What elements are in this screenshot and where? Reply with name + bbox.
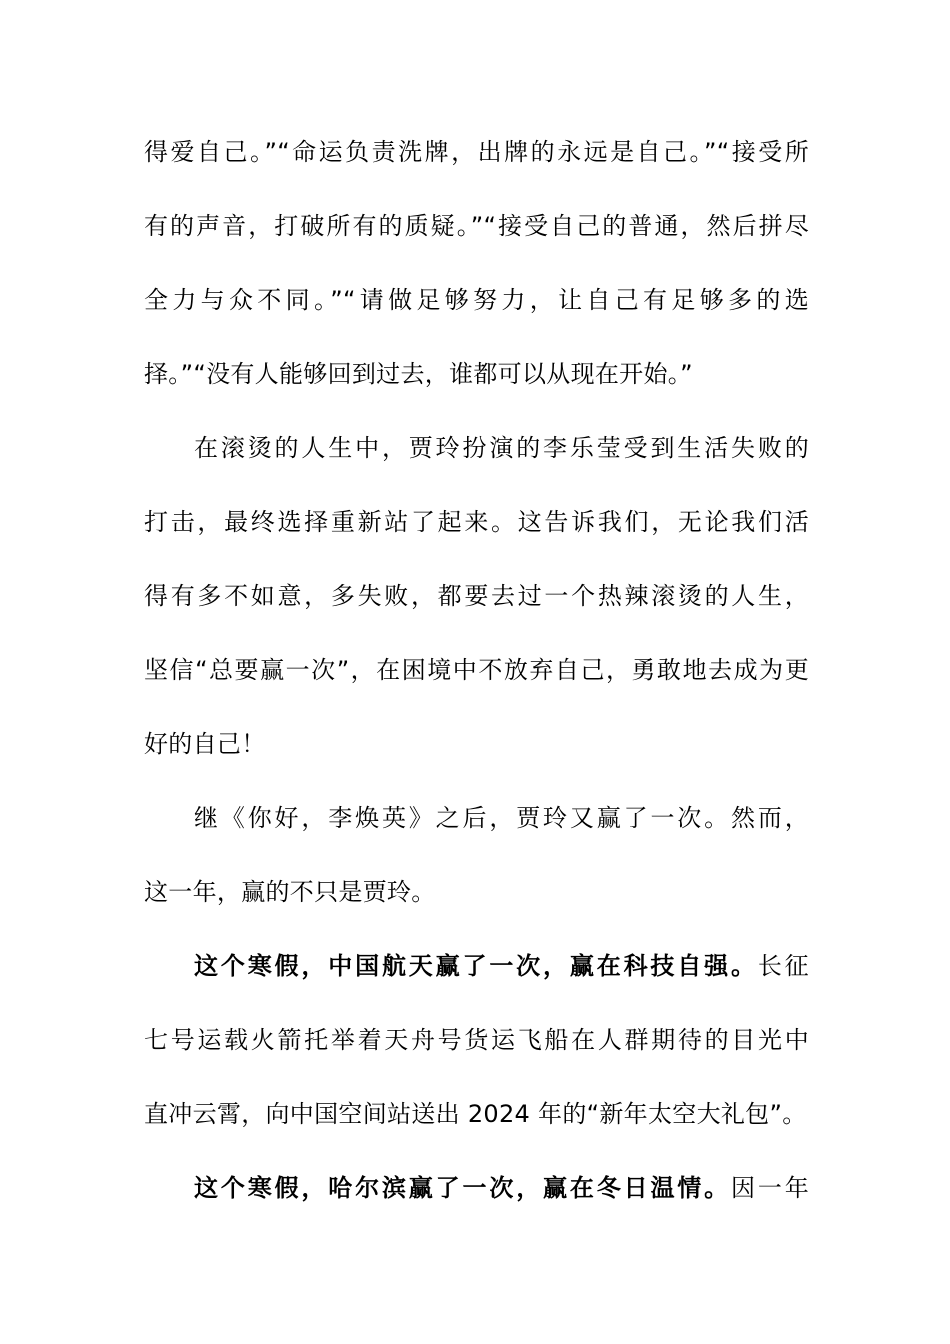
paragraph-4-line-1 [144,929,809,1003]
paragraph-3-line-1: 继《你好，李焕英》之后，贾玲又赢了一次。然而， [194,804,809,832]
paragraph-1-line-4: 择。”“没有人能够回到过去，谁都可以从现在开始。” [144,360,693,388]
body-text [144,115,809,1225]
paragraph-2-line-2: 打击，最终选择重新站了起来。这告诉我们，无论我们活 [144,508,809,536]
paragraph-2-line-5: 好的自己！ [144,730,266,758]
paragraph-1-line-2: 有的声音，打破所有的质疑。”“接受自己的普通，然后拼尽 [144,212,809,240]
paragraph-4-line-2: 七号运载火箭托举着天舟号货运飞船在人群期待的目光中 [144,1026,809,1054]
paragraph-5-line-1 [144,1151,809,1225]
paragraph-3-line-2: 这一年，赢的不只是贾玲。 [144,878,436,906]
paragraph-1-line-3: 全力与众不同。”“请做足够努力，让自己有足够多的选 [144,286,809,314]
paragraph-2-line-3: 得有多不如意，多失败，都要去过一个热辣滚烫的人生， [144,582,809,610]
paragraph-4-bold-lead: 这个寒假，中国航天赢了一次，赢在科技自强。 [194,952,758,980]
paragraph-5-lead-rest: 因一年 [731,1174,809,1202]
paragraph-2-line-4: 坚信“总要赢一次”，在困境中不放弃自己，勇敢地去成为更 [144,656,809,684]
paragraph-1-line-1: 得爱自己。”“命运负责洗牌，出牌的永远是自己。”“接受所 [144,138,809,166]
paragraph-2-line-1: 在滚烫的人生中，贾玲扮演的李乐莹受到生活失败的 [194,434,809,462]
paragraph-4-lead-rest: 长征 [757,952,809,980]
paragraph-5-bold-lead: 这个寒假，哈尔滨赢了一次，赢在冬日温情。 [194,1174,731,1202]
paragraph-4-line-3: 直冲云霄，向中国空间站送出 2024 年的“新年太空大礼包”。 [144,1100,807,1128]
